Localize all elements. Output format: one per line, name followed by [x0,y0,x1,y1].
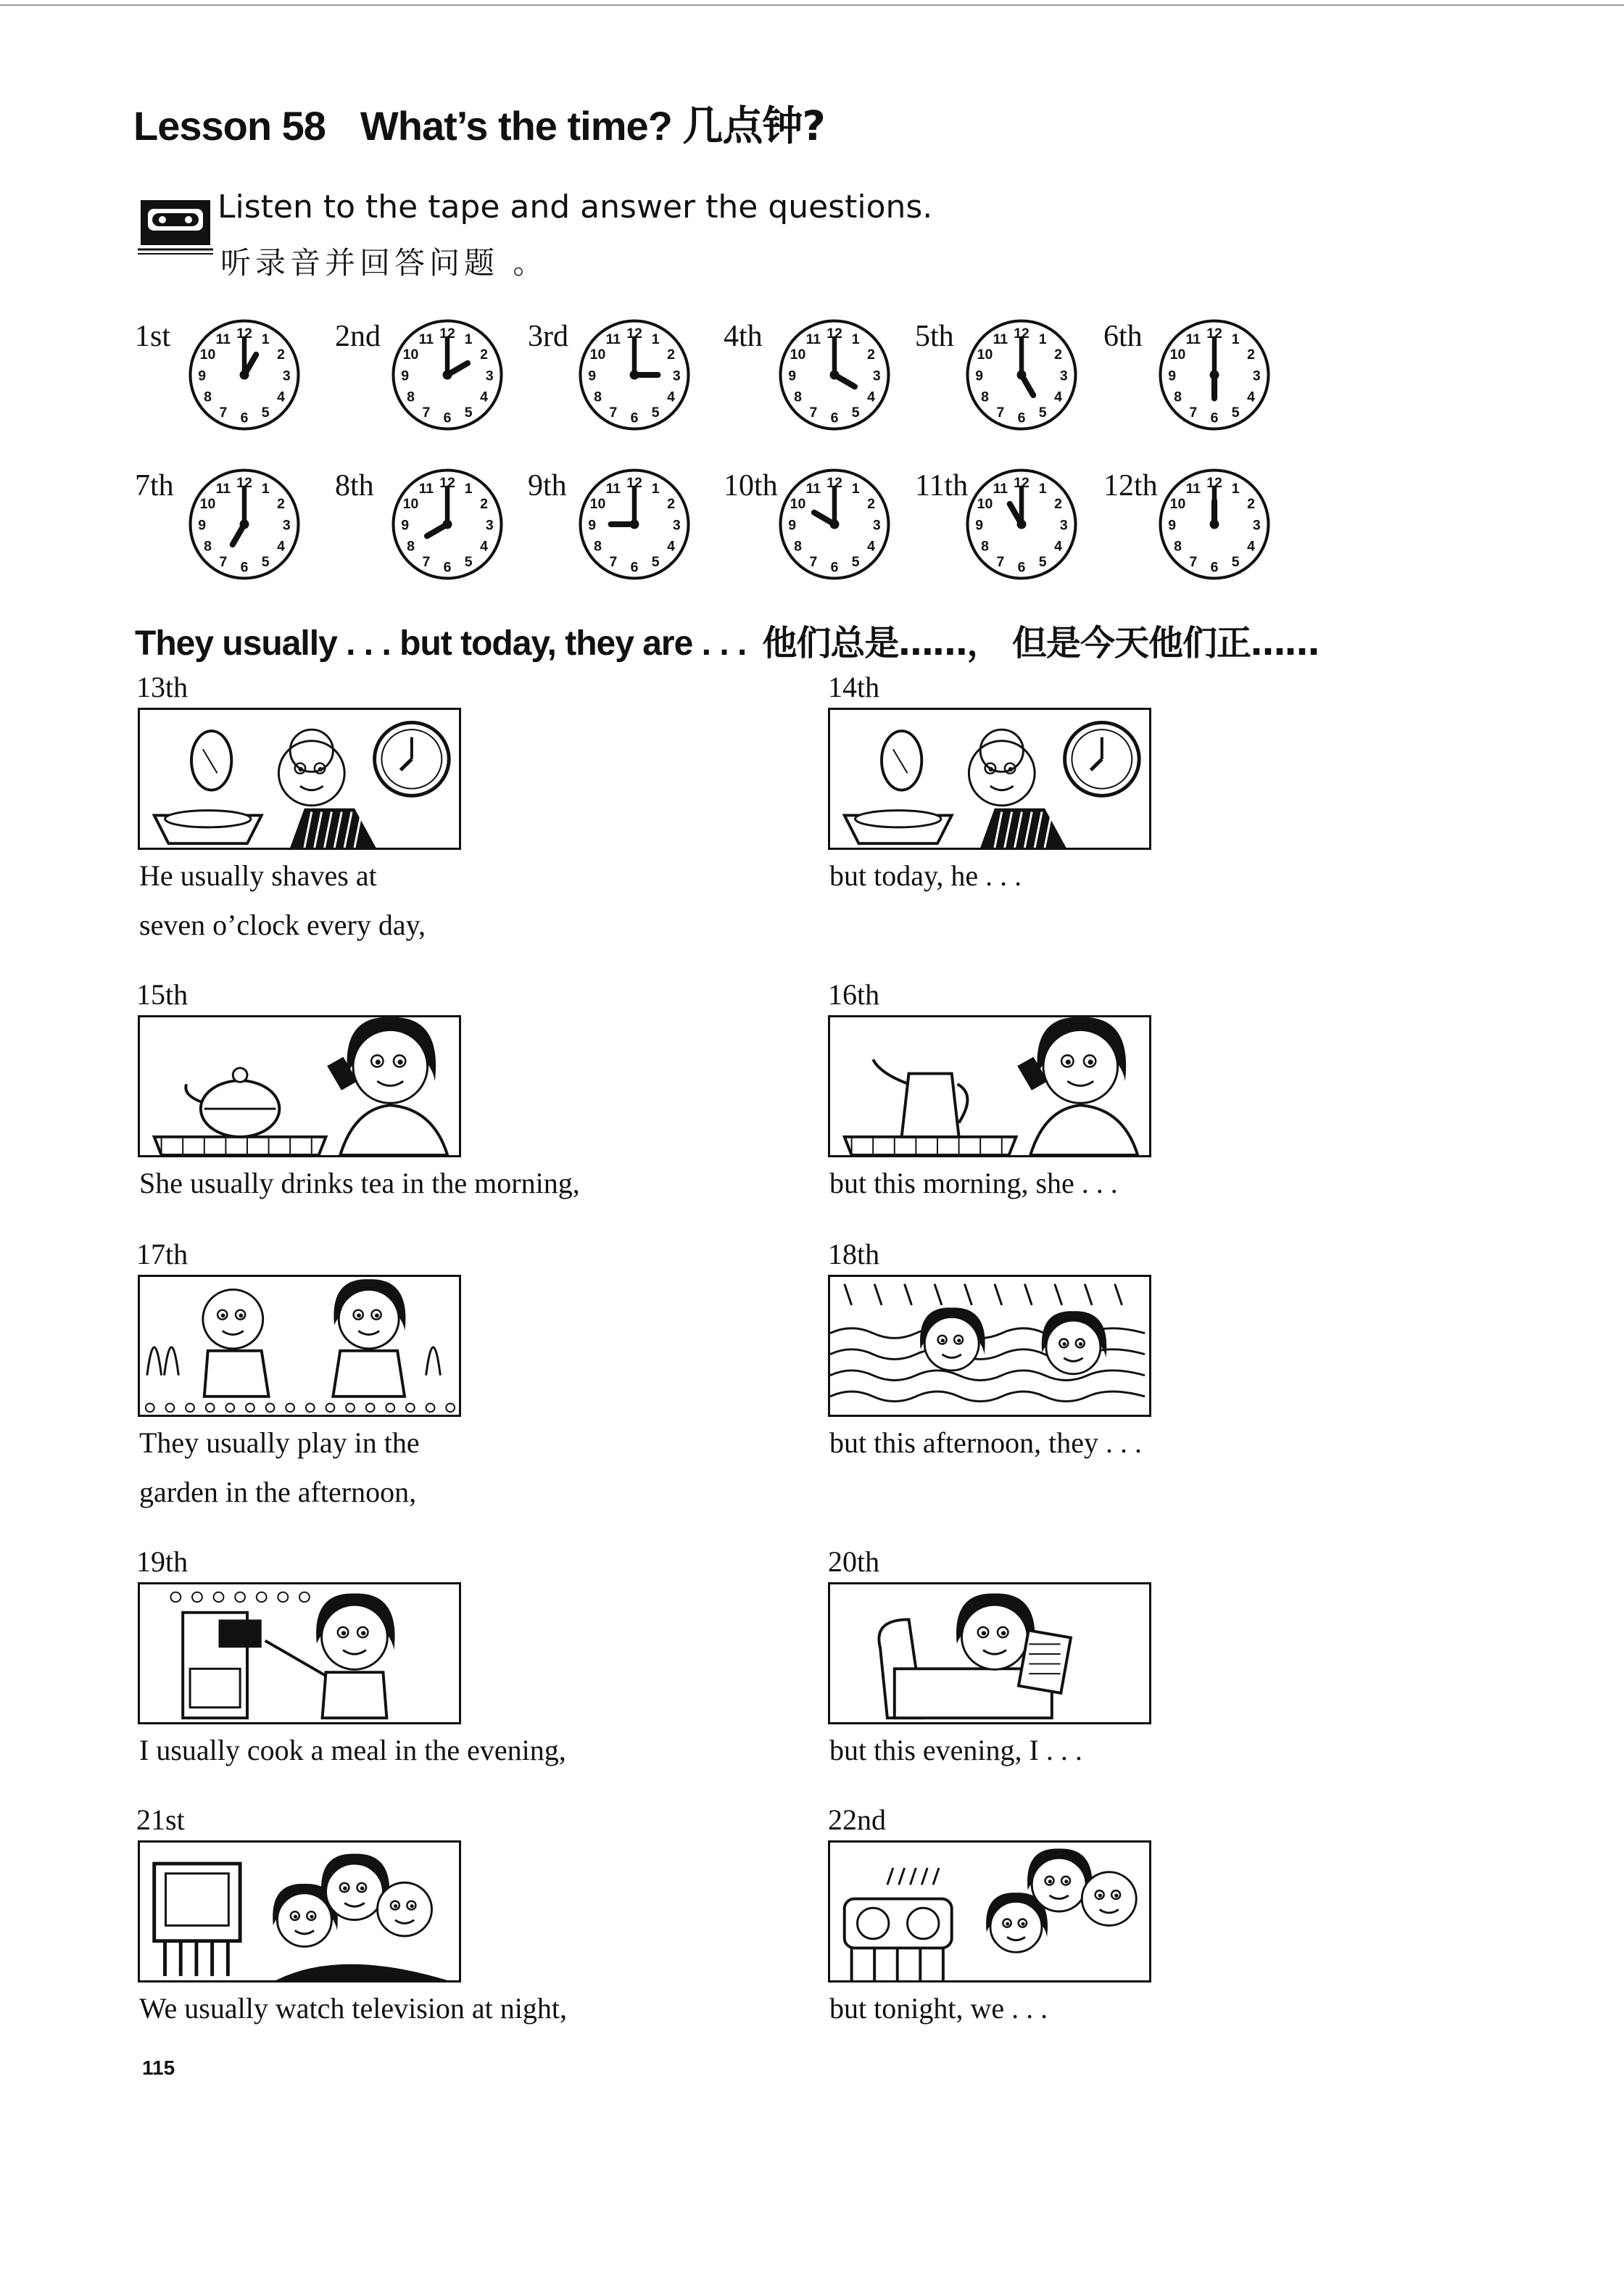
svg-text:8: 8 [1174,389,1182,405]
svg-text:7: 7 [996,404,1005,421]
svg-text:1: 1 [851,480,860,497]
clock-face [576,466,693,583]
svg-text:1: 1 [261,331,270,347]
svg-text:11: 11 [1185,331,1201,347]
svg-text:2: 2 [480,496,488,513]
svg-text:8: 8 [204,389,212,405]
svg-text:9: 9 [1168,517,1177,534]
svg-text:2: 2 [867,496,875,513]
illustration-cook [138,1582,461,1724]
instruction-chinese: 听录音并回答问题 。 [220,245,548,281]
svg-text:9: 9 [401,368,410,384]
svg-text:4: 4 [277,389,285,405]
svg-text:5: 5 [651,404,660,421]
svg-text:6: 6 [1017,410,1026,426]
svg-text:6: 6 [443,559,452,576]
svg-text:8: 8 [594,538,602,555]
svg-text:7: 7 [609,553,618,570]
svg-text:1: 1 [651,480,660,497]
svg-text:10: 10 [1169,347,1186,363]
svg-text:9: 9 [788,368,797,384]
svg-text:6: 6 [443,410,452,426]
svg-text:4: 4 [667,389,675,405]
svg-text:1: 1 [1038,331,1047,347]
svg-text:5: 5 [1231,553,1240,570]
svg-text:4: 4 [1054,389,1062,405]
page-number: 115 [142,2056,175,2079]
svg-text:10: 10 [790,347,806,363]
svg-text:6: 6 [240,410,249,426]
clock-label: 6th [1103,320,1143,353]
svg-text:2: 2 [480,347,488,363]
svg-text:4: 4 [867,389,875,405]
svg-text:3: 3 [1059,517,1068,534]
svg-text:8: 8 [1174,538,1182,555]
svg-text:7: 7 [1189,553,1198,570]
svg-text:7: 7 [422,553,431,570]
svg-text:10: 10 [402,496,419,513]
picture-caption: I usually cook a meal in the evening, [139,1734,566,1766]
picture-number: 16th [828,978,880,1011]
svg-text:10: 10 [402,347,419,363]
svg-text:12: 12 [1014,474,1030,491]
svg-text:12: 12 [439,325,455,342]
svg-text:5: 5 [464,404,473,421]
svg-text:4: 4 [867,538,875,555]
svg-text:4: 4 [667,538,675,555]
svg-text:12: 12 [1014,325,1030,342]
svg-text:7: 7 [1189,404,1198,421]
picture-caption: They usually play in the [139,1426,420,1459]
svg-text:3: 3 [872,517,881,534]
svg-text:6: 6 [630,559,639,576]
illustration-radio [828,1840,1151,1982]
svg-text:12: 12 [236,474,252,491]
svg-text:11: 11 [805,480,821,497]
svg-text:12: 12 [236,325,252,342]
svg-text:12: 12 [1206,325,1222,342]
svg-text:8: 8 [794,538,802,555]
illustration-shaving [828,708,1151,850]
picture-caption: but this evening, I . . . [829,1734,1082,1766]
svg-text:1: 1 [464,480,473,497]
picture-number: 17th [136,1238,188,1270]
clock-label: 8th [335,469,374,503]
svg-text:5: 5 [261,404,270,421]
clock-label: 9th [528,469,567,503]
clock-face [776,466,893,583]
picture-caption: but this morning, she . . . [829,1167,1118,1199]
instruction-english: Listen to the tape and answer the questions. [218,189,933,226]
clock-face [186,316,303,434]
lesson-title [133,94,825,152]
picture-number: 13th [136,671,188,703]
illustration-tea [138,1015,461,1157]
svg-text:11: 11 [605,331,621,347]
clock-face [776,316,893,434]
svg-text:2: 2 [667,496,675,513]
svg-text:3: 3 [485,368,494,384]
svg-text:4: 4 [480,389,488,405]
svg-text:6: 6 [630,410,639,426]
svg-text:2: 2 [277,347,285,363]
svg-text:11: 11 [993,331,1008,347]
svg-text:2: 2 [867,347,875,363]
illustration-coffee [828,1015,1151,1157]
svg-text:3: 3 [282,368,291,384]
svg-text:12: 12 [439,474,455,491]
svg-text:3: 3 [672,368,681,384]
svg-text:9: 9 [1168,368,1177,384]
clock-face [389,466,506,583]
cassette-tape-icon [138,197,213,255]
section-heading-english: They usually . . . but today, they are . . . [135,624,747,663]
svg-text:8: 8 [594,389,602,405]
svg-text:5: 5 [1038,553,1047,570]
svg-text:6: 6 [830,559,839,576]
top-rule [0,4,1624,6]
clock-face [576,316,693,434]
svg-text:9: 9 [788,517,797,534]
svg-text:1: 1 [1038,480,1047,497]
svg-text:2: 2 [1054,496,1062,513]
illustration-garden [138,1275,461,1417]
svg-text:4: 4 [1247,538,1255,555]
svg-text:10: 10 [977,347,993,363]
picture-caption: but this afternoon, they . . . [829,1426,1143,1459]
svg-text:5: 5 [651,553,660,570]
svg-text:9: 9 [401,517,410,534]
svg-text:9: 9 [975,368,984,384]
svg-text:12: 12 [826,325,842,342]
svg-text:3: 3 [672,517,681,534]
clock-label: 5th [915,320,954,353]
svg-text:11: 11 [418,331,434,347]
lesson-subtitle: What’s the time? [360,103,672,149]
svg-text:1: 1 [464,331,473,347]
svg-text:5: 5 [464,553,473,570]
clock-face [963,466,1080,583]
svg-text:9: 9 [198,517,207,534]
svg-text:11: 11 [215,480,231,497]
picture-number: 19th [136,1545,188,1578]
picture-number: 14th [828,671,880,703]
svg-text:8: 8 [981,389,989,405]
picture-number: 20th [828,1545,880,1578]
clock-label: 11th [915,469,969,503]
svg-text:3: 3 [1059,368,1068,384]
svg-text:7: 7 [219,404,228,421]
illustration-swim [828,1275,1151,1417]
clock-label: 12th [1103,469,1158,503]
svg-text:6: 6 [830,410,839,426]
svg-text:6: 6 [1017,559,1026,576]
clock-label: 10th [724,469,778,503]
svg-text:7: 7 [809,404,818,421]
svg-text:10: 10 [977,496,993,513]
clock-label: 4th [724,320,763,353]
svg-text:1: 1 [1231,480,1240,497]
svg-text:3: 3 [282,517,291,534]
illustration-tv [138,1840,461,1982]
illustration-read [828,1582,1151,1724]
svg-text:10: 10 [589,496,606,513]
clock-label: 2nd [335,320,381,353]
clock-face [186,466,303,583]
illustration-shaving [138,708,461,850]
clock-label: 7th [135,469,174,503]
svg-text:1: 1 [1231,331,1240,347]
picture-caption: We usually watch television at night, [139,1992,567,2025]
svg-text:12: 12 [626,325,642,342]
svg-text:2: 2 [1054,347,1062,363]
picture-caption: seven o’clock every day, [139,909,426,941]
svg-text:10: 10 [589,347,606,363]
lesson-number: Lesson 58 [133,103,326,149]
svg-text:1: 1 [651,331,660,347]
svg-text:7: 7 [422,404,431,421]
svg-text:9: 9 [198,368,207,384]
svg-text:11: 11 [215,331,231,347]
svg-text:2: 2 [277,496,285,513]
svg-text:8: 8 [407,389,415,405]
picture-caption: but tonight, we . . . [829,1992,1048,2025]
clock-face [1156,316,1273,434]
svg-text:3: 3 [485,517,494,534]
svg-text:8: 8 [794,389,802,405]
clock-face [1156,466,1273,583]
svg-text:5: 5 [261,553,270,570]
svg-text:10: 10 [1169,496,1186,513]
picture-number: 21st [136,1803,185,1836]
svg-text:1: 1 [261,480,270,497]
svg-text:9: 9 [588,517,597,534]
svg-text:3: 3 [1252,517,1261,534]
svg-text:4: 4 [1054,538,1062,555]
svg-text:3: 3 [1252,368,1261,384]
svg-text:8: 8 [981,538,989,555]
picture-caption: garden in the afternoon, [139,1476,417,1508]
clock-label: 3rd [528,320,568,353]
svg-text:9: 9 [975,517,984,534]
picture-number: 18th [828,1238,880,1270]
svg-text:4: 4 [1247,389,1255,405]
svg-text:10: 10 [199,496,216,513]
svg-text:8: 8 [204,538,212,555]
svg-text:7: 7 [809,553,818,570]
picture-caption: She usually drinks tea in the morning, [139,1167,580,1199]
svg-text:5: 5 [851,553,860,570]
svg-text:12: 12 [626,474,642,491]
section-heading-chinese: 他们总是……， 但是今天他们正…… [762,623,1320,663]
svg-text:10: 10 [790,496,806,513]
svg-text:2: 2 [1247,347,1255,363]
svg-text:6: 6 [1210,559,1219,576]
svg-text:7: 7 [219,553,228,570]
svg-text:11: 11 [1185,480,1201,497]
svg-text:12: 12 [1206,474,1222,491]
svg-text:12: 12 [826,474,842,491]
svg-text:5: 5 [851,404,860,421]
clock-label: 1st [135,320,171,353]
section-heading [135,615,1319,665]
svg-text:2: 2 [1247,496,1255,513]
svg-text:8: 8 [407,538,415,555]
clock-face [963,316,1080,434]
picture-number: 22nd [828,1803,886,1836]
svg-text:1: 1 [851,331,860,347]
svg-text:4: 4 [277,538,285,555]
svg-text:6: 6 [1210,410,1219,426]
svg-text:3: 3 [872,368,881,384]
picture-caption: but today, he . . . [829,859,1022,892]
svg-text:6: 6 [240,559,249,576]
svg-text:11: 11 [805,331,821,347]
svg-text:4: 4 [480,538,488,555]
svg-text:10: 10 [199,347,216,363]
picture-caption: He usually shaves at [139,859,377,892]
picture-number: 15th [136,978,188,1011]
svg-text:5: 5 [1038,404,1047,421]
svg-text:7: 7 [996,553,1005,570]
svg-text:5: 5 [1231,404,1240,421]
clock-face [389,316,506,434]
svg-text:9: 9 [588,368,597,384]
svg-text:11: 11 [418,480,434,497]
lesson-subtitle-cn: 几点钟? [682,103,825,150]
svg-text:2: 2 [667,347,675,363]
svg-text:11: 11 [605,480,621,497]
svg-text:11: 11 [993,480,1008,497]
svg-text:7: 7 [609,404,618,421]
